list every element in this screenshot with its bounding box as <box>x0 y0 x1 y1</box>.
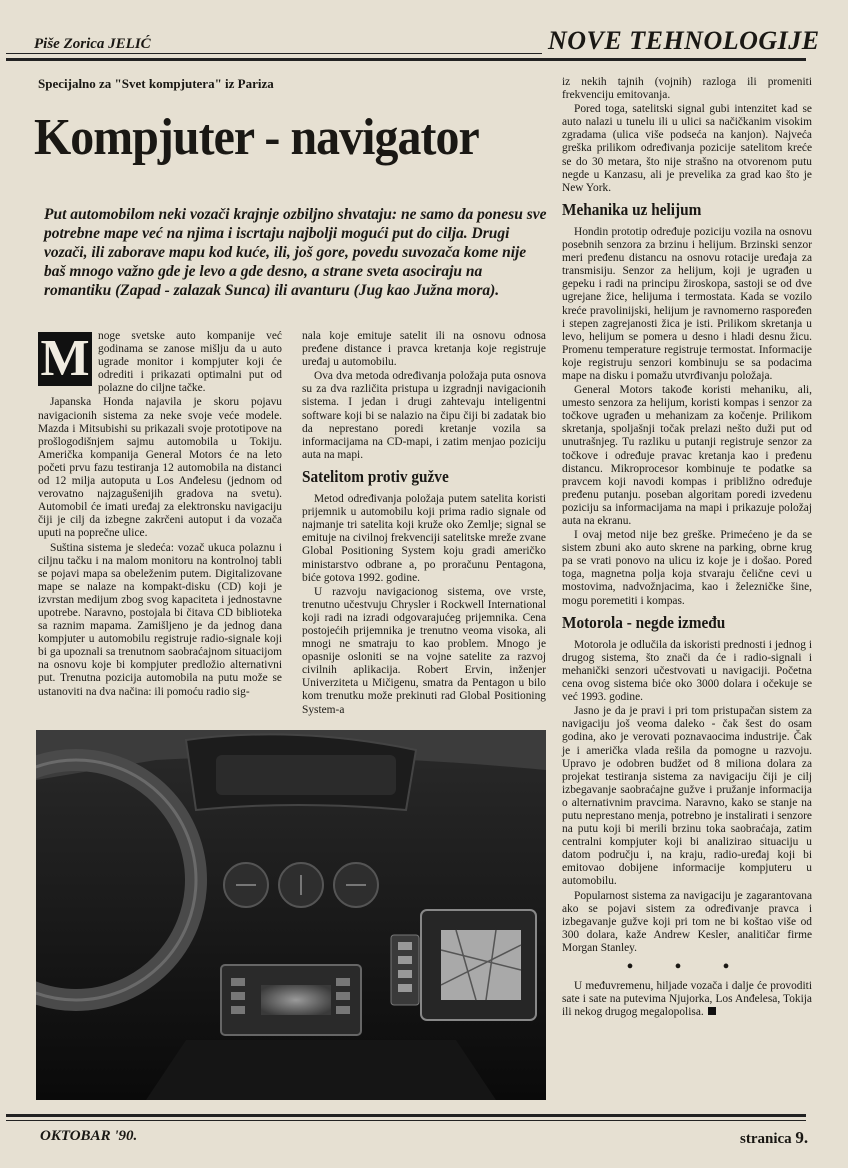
end-mark <box>708 1007 716 1015</box>
article-lead: Put automobilom neki vozači krajnje ozbiljno shvataju: ne samo da ponesu sve potrebne mape već na njima i iscrtaju najbolji mogući put do cilja. Drugi vozači, ili zaborave mapu kod kuće, ili, još gore, povedu suvozača kome nije baš mnogo važno gde je levo a gde desno, a strane sveta asociraju na romantiku (Zapad - zalazak Sunca) ili avanturu (Jug kao Južna mora). <box>44 206 547 299</box>
paragraph: Pored toga, satelitski signal gubi intenzitet kad se auto nalazi u tunelu ili u ulici sa načičkanim visokim zgradama (ulica više podseća na kanjon). Najveća greška prilikom određivanja pozicije satelitom kreće se do 30 metara, što nije strašno na otvorenom putu negde u Kanzasu, ali je prevelika za grad kao što je New York. <box>562 103 812 194</box>
paragraph: Jasno je da je pravi i pri tom pristupačan sistem za navigaciju još veoma daleko - čak šest do osam godina, ako je verovati poznavaocima industrije. Čak je i američka vlada rešila da pomogne u razvoju. Upravo je odobren budžet od 8 miliona dolara za projekat testiranja sistema za navigaciju čiji je cilj izbegavanje saobraćajne gužve i pružanje informacija o alternativnim pravcima. Naravno, kako se stanje na putu neprestano menja, potrebno je instalirati i senzore na putu koji bi merili brzinu toka saobraćaja, zatim centralni kompjuter koji bi analizirao situaciju u datom području i, na kraju, radio-uređaj koji bi emitovao dobijene informacije kompjuteru u automobilu. <box>562 705 812 888</box>
paragraph: Suština sistema je sledeća: vozač ukuca polaznu i ciljnu tačku i na malom monitoru na kontrolnoj tabli se pojavi mapa sa obeleženim putem. Digitalizovane mape se nalaze na kompakt-disku (CD) koji je izvrstan medijum zbog svog kapaciteta i jednostavne upotrebe. Naravno, postojala bi čitava CD biblioteka sa raznim mapama. Zamišljeno je da jednog dana kompjuter u automobilu registruje radio-signale koji bi ga upoznali sa trenutnom saobraćajnom situacijom na osnovu koje bi kompjuter predložio alternativni put. Trenutna pozicija automobila na putu može se ustanoviti na dva načina: ili pomoću radio sig- <box>38 541 282 698</box>
paragraph: Ova dva metoda određivanja položaja puta osnova su za dva različita pristupa u izgradnji navigacionih sistema. I jedan i drugi zahtevaju inteligentni software koji bi se nalazio na čipu čiji bi zadatak bio da neprestano poredi kretanje vozila sa informacijama na CD-mapi, i zatim menjao poziciju auta na mapi. <box>302 370 546 461</box>
footer-thin-rule <box>6 1120 806 1121</box>
paragraph: I ovaj metod nije bez greške. Primećeno je da se sistem zbuni ako auto skrene na parking, obrne krug pa se vrati ponovo na ulicu iz koje je i došao. Pored toga, magnetna polja koja stvaraju čelične cevi u mostovima, nadvožnjacima, kao i železničke šine, mogu poremetiti i kompas. <box>562 529 812 607</box>
paragraph: Popularnost sistema za navigaciju je zagarantovana ako se pojavi sistem za određivanje pravca i izbegavanje gužve koji pri tom ne bi koštao više od 300 dolara, kaže Andrew Kesler, analitičar firme Morgan Stanley. <box>562 889 812 954</box>
paragraph: U razvoju navigacionog sistema, ove vrste, trenutno učestvuju Chrysler i Rockwell International koji radi na izradi odgovarajućeg prijemnika. Cena postojećih prijemnika je trenutno veoma visoka, ali mnogi ne smatraju to kao problem. Mnogo je opasnije osloniti se na vojne satelite za razvoj civilnih aplikacija. Robert Ervin, inženjer Univerziteta u Mičigenu, smatra da Pentagon u bilo kom trenutku može prekinuti rad Global Positioning System-a <box>302 585 546 716</box>
paragraph: Metod određivanja položaja putem satelita koristi prijemnik u automobilu koji prima radio signale od najmanje tri satelita koji kruže oko Zemlje; signal se emituje na civilnoj frekvenciji satelitske mreže zvane Global Positioning System koju gradi američko ministarstvo odbrane a, po proračunu Pentagona, biće gotova 1992. godine. <box>302 493 546 584</box>
paragraph: nala koje emituje satelit ili na osnovu odnosa pređene distance i pravca kretanja koje registruje uređaj u automobilu. <box>302 330 546 369</box>
paragraph: noge svetske auto kompanije već godinama se zanose mišlju da u auto ugrade monitor i kompjuter koji će odrediti i prikazati optimalni put od polazne do ciljne tačke. <box>98 330 282 395</box>
issue-date: OKTOBAR '90. <box>40 1128 138 1144</box>
final-text: U međuvremenu, hiljade vozača i dalje će provoditi sate i sate na putevima Njujorka, Los Anđelesa, Tokija ili nekog drugog megalopolisa. <box>562 980 812 1019</box>
drop-cap: M <box>38 332 92 386</box>
paragraph: General Motors takođe koristi mehaniku, ali, umesto senzora za helijum, koristi kompas i senzor za točkove ugrađen u mehanizam za kočenje. Prilikom skretanja, spoljašnji točak prelazi nešto duži put od unutrašnjeg. Tu razliku u putanji registruje senzor za točkove i određuje pravac kretanja kao i pređenu distancu. Mikroprocesor kombinuje te podatke sa pravcem koji navodi kompas i približno određuje pređenu putanju. poseban algoritam poredi izvedenu poziciju sa informacijama na mapi i prikazuje položaj auta na ekranu. <box>562 384 812 527</box>
subheading: Satelitom protiv gužve <box>302 466 449 486</box>
section-title: NOVE TEHNOLOGIJE <box>548 26 820 55</box>
paragraph: iz nekih tajnih (vojnih) razloga ili promeniti frekvenciju emitovanja. <box>562 76 812 102</box>
paragraph: Motorola je odlučila da iskoristi prednosti i jednog i drugog sistema, što znači da će i radio-signali i mehanički senzori učestvovati u navigaciji. Početna cena ovog sistema biće oko 3000 dolara i očekuje se već 1993. godine. <box>562 638 812 704</box>
column-1 <box>38 330 282 700</box>
column-3 <box>562 76 812 1020</box>
paragraph-final <box>562 980 812 1019</box>
subheading: Mehanika uz helijum <box>562 199 702 219</box>
dashboard-illustration <box>36 730 546 1100</box>
footer-rule <box>6 1114 806 1117</box>
subheading: Motorola - negde između <box>562 612 726 632</box>
page-number: 9. <box>795 1128 809 1147</box>
header-rule <box>6 58 806 61</box>
paragraph: Japanska Honda najavila je skoru pojavu navigacionih sistema za neke svoje veće modele. Mazda i Mitsubishi su prikazali svoje prototipove na prošlogodišnjem sajmu automobila u Tokiju. Američka kompanija General Motors će na leto početi prvu fazu testiranja 12 automobila na distanci od 12 milja autoputa u Los Anđelesu (jednom od verovatno najzagušenijih gradova na svetu). Automobil će imati uređaj za elektronsku navigaciju čiji je cilj da izbegne zakrčeni autoput i da vozača uputi na poprečne ulice. <box>38 396 282 540</box>
page-label: stranica <box>740 1131 792 1147</box>
section-bullets: • • • <box>626 956 748 978</box>
header-thin-rule <box>6 53 542 54</box>
article-title: Kompjuter - navigator <box>34 109 479 166</box>
author-byline: Piše Zorica JELIĆ <box>34 36 151 52</box>
dashboard-photo <box>36 730 546 1100</box>
column-2 <box>302 330 546 718</box>
page-number-block <box>740 1128 808 1148</box>
special-note: Specijalno za "Svet kompjutera" iz Pariza <box>38 76 274 91</box>
paragraph: Hondin prototip određuje poziciju vozila na osnovu posebnih senzora za brzinu i helijum. Brzinski senzor meri pređenu distancu na osnovu rotacije uređaja za transmisiju. Senzor za helijum, koji je ugrađen u gepeku i radi na principu žiroskopa, sastoji se od dve ugrejane žice, helijuma i termostata. Kada se vozilo kreće pravolinijski, helijum je ravnomerno raspoređen i stepen zagrejanosti žica je isti. Prilikom skretanja u levo, helijum se pomera u desno i hladi desnu žicu. Promenu temperature registruje termostat. Informacije koje registruju senzori kombinuju se sa podacima mape na disku i pomažu utvrđivanju položaja. <box>562 225 812 382</box>
